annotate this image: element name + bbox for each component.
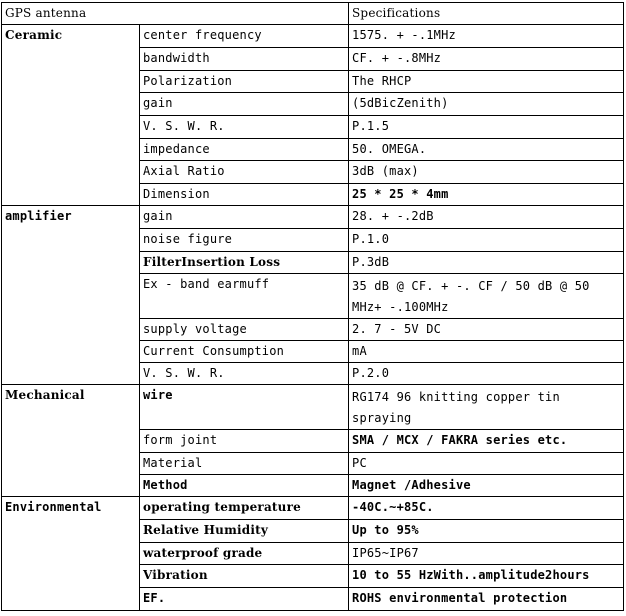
header-spec: Specifications (349, 3, 624, 25)
header-product: GPS antenna (2, 3, 349, 25)
value-cell: IP65~IP67 (349, 543, 624, 565)
value-cell: 2. 7 - 5V DC (349, 319, 624, 341)
spec-sheet (1, 2, 623, 614)
value-cell: -40C.~+85C. (349, 497, 624, 520)
param-cell: center frequency (140, 25, 349, 48)
param-cell: operating temperature (140, 497, 349, 520)
value-cell: P.3dB (349, 252, 624, 274)
param-cell: wire (140, 385, 349, 430)
group-label-mechanical: Mechanical (2, 385, 140, 497)
param-cell: Polarization (140, 71, 349, 93)
value-cell: SMA / MCX / FAKRA series etc. (349, 430, 624, 453)
value-cell: 28. + -.2dB (349, 206, 624, 229)
param-cell: gain (140, 93, 349, 116)
param-cell: V. S. W. R. (140, 363, 349, 385)
param-cell: supply voltage (140, 319, 349, 341)
param-cell: FilterInsertion Loss (140, 252, 349, 274)
param-cell: Material (140, 453, 349, 475)
group-label-environmental: Environmental (2, 497, 140, 611)
value-cell: Magnet /Adhesive (349, 475, 624, 497)
param-cell: Vibration (140, 565, 349, 588)
param-cell: impedance (140, 139, 349, 161)
value-cell: (5dBicZenith) (349, 93, 624, 116)
value-cell: 50. OMEGA. (349, 139, 624, 161)
table-row (2, 385, 624, 430)
param-cell: EF. (140, 588, 349, 611)
header-row (2, 3, 624, 25)
param-cell: gain (140, 206, 349, 229)
param-cell: bandwidth (140, 48, 349, 71)
value-cell: Up to 95% (349, 520, 624, 543)
group-label-amplifier: amplifier (2, 206, 140, 385)
table-row (2, 497, 624, 520)
param-cell: V. S. W. R. (140, 116, 349, 139)
param-cell: Relative Humidity (140, 520, 349, 543)
value-cell: CF. + -.8MHz (349, 48, 624, 71)
param-cell: Axial Ratio (140, 161, 349, 184)
table-row (2, 25, 624, 48)
param-cell: form joint (140, 430, 349, 453)
param-cell: Method (140, 475, 349, 497)
param-cell: Dimension (140, 184, 349, 206)
group-label-ceramic: Ceramic (2, 25, 140, 206)
table-row (2, 206, 624, 229)
value-cell: 3dB (max) (349, 161, 624, 184)
value-cell: 1575. + -.1MHz (349, 25, 624, 48)
value-cell: The RHCP (349, 71, 624, 93)
value-cell: P.1.0 (349, 229, 624, 252)
spec-table (1, 2, 624, 611)
value-cell: mA (349, 341, 624, 363)
value-cell: 10 to 55 HzWith..amplitude2hours (349, 565, 624, 588)
value-cell: 25 * 25 * 4mm (349, 184, 624, 206)
value-cell: RG174 96 knitting copper tin spraying (349, 385, 624, 430)
param-cell: Current Consumption (140, 341, 349, 363)
value-cell: P.2.0 (349, 363, 624, 385)
value-cell: PC (349, 453, 624, 475)
value-cell: 35 dB @ CF. + -. CF / 50 dB @ 50 MHz+ -.100MHz (349, 274, 624, 319)
param-cell: Ex - band earmuff (140, 274, 349, 319)
value-cell: P.1.5 (349, 116, 624, 139)
param-cell: noise figure (140, 229, 349, 252)
param-cell: waterproof grade (140, 543, 349, 565)
value-cell: ROHS environmental protection (349, 588, 624, 611)
